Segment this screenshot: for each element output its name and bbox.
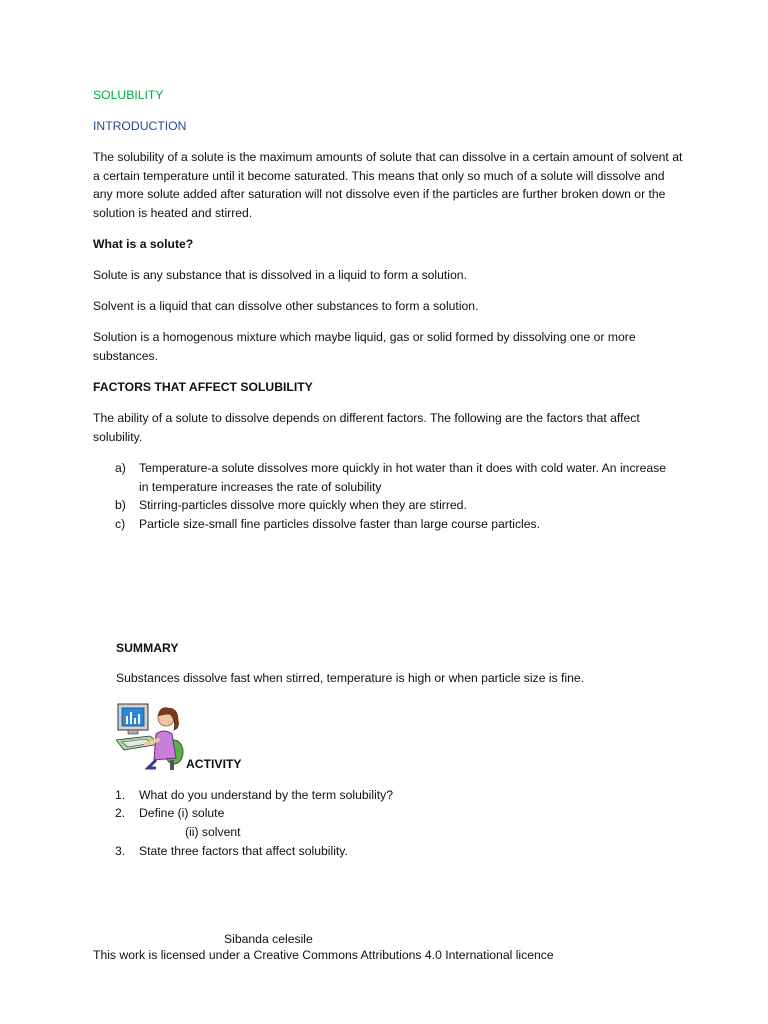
- list-marker: a): [115, 461, 126, 475]
- list-text: Define (i) solute: [139, 806, 225, 820]
- definition-solute: Solute is any substance that is dissolved in a liquid to form a solution.: [93, 268, 467, 282]
- list-text: Temperature-a solute dissolves more quickly in hot water than it does with cold water. An increase in temperature increases the rate of solubility: [139, 461, 667, 494]
- list-item-factor: [115, 496, 675, 515]
- list-text: (ii) solvent: [185, 825, 241, 839]
- list-item-activity: [115, 842, 675, 861]
- list-marker: c): [115, 517, 126, 531]
- section-title-introduction: INTRODUCTION: [93, 119, 187, 133]
- question-heading: What is a solute?: [93, 237, 194, 251]
- list-marker: 2.: [115, 806, 126, 820]
- definition-solvent: Solvent is a liquid that can dissolve other substances to form a solution.: [93, 299, 479, 313]
- list-item-activity: [161, 823, 721, 842]
- document-title: SOLUBILITY: [93, 88, 164, 102]
- list-marker: b): [115, 498, 126, 512]
- list-marker: 1.: [115, 788, 126, 802]
- license-text: This work is licensed under a Creative Commons Attributions 4.0 International licence: [93, 948, 554, 962]
- list-text: What do you understand by the term solubility?: [139, 788, 394, 802]
- factors-heading: FACTORS THAT AFFECT SOLUBILITY: [93, 380, 313, 394]
- list-text: Particle size-small fine particles dissolve faster than large course particles.: [139, 517, 540, 531]
- activity-heading: ACTIVITY: [186, 757, 242, 771]
- person-at-computer-icon: [116, 700, 186, 770]
- summary-heading: SUMMARY: [116, 641, 179, 655]
- author-name: Sibanda celesile: [224, 932, 313, 946]
- intro-paragraph: The solubility of a solute is the maximum amounts of solute that can dissolve in a certain amount of solvent at a certain temperature until it become saturated. This means that only so much of a solute will dissolve and any more solute added after saturation will not dissolve even if the particles are further broken down or the solution is heated and stirred.: [93, 150, 683, 220]
- list-text: Stirring-particles dissolve more quickly when they are stirred.: [139, 498, 467, 512]
- list-item-activity: [115, 786, 675, 805]
- list-item-factor: [115, 515, 675, 534]
- list-item-factor: [115, 459, 675, 496]
- summary-text: Substances dissolve fast when stirred, temperature is high or when particle size is fine.: [116, 671, 585, 685]
- list-text: State three factors that affect solubility.: [139, 844, 348, 858]
- factors-intro: The ability of a solute to dissolve depends on different factors. The following are the factors that affect solubility.: [93, 411, 640, 444]
- list-item-activity: [115, 804, 675, 823]
- list-marker: 3.: [115, 844, 126, 858]
- definition-solution: Solution is a homogenous mixture which maybe liquid, gas or solid formed by dissolving one or more substances.: [93, 330, 636, 363]
